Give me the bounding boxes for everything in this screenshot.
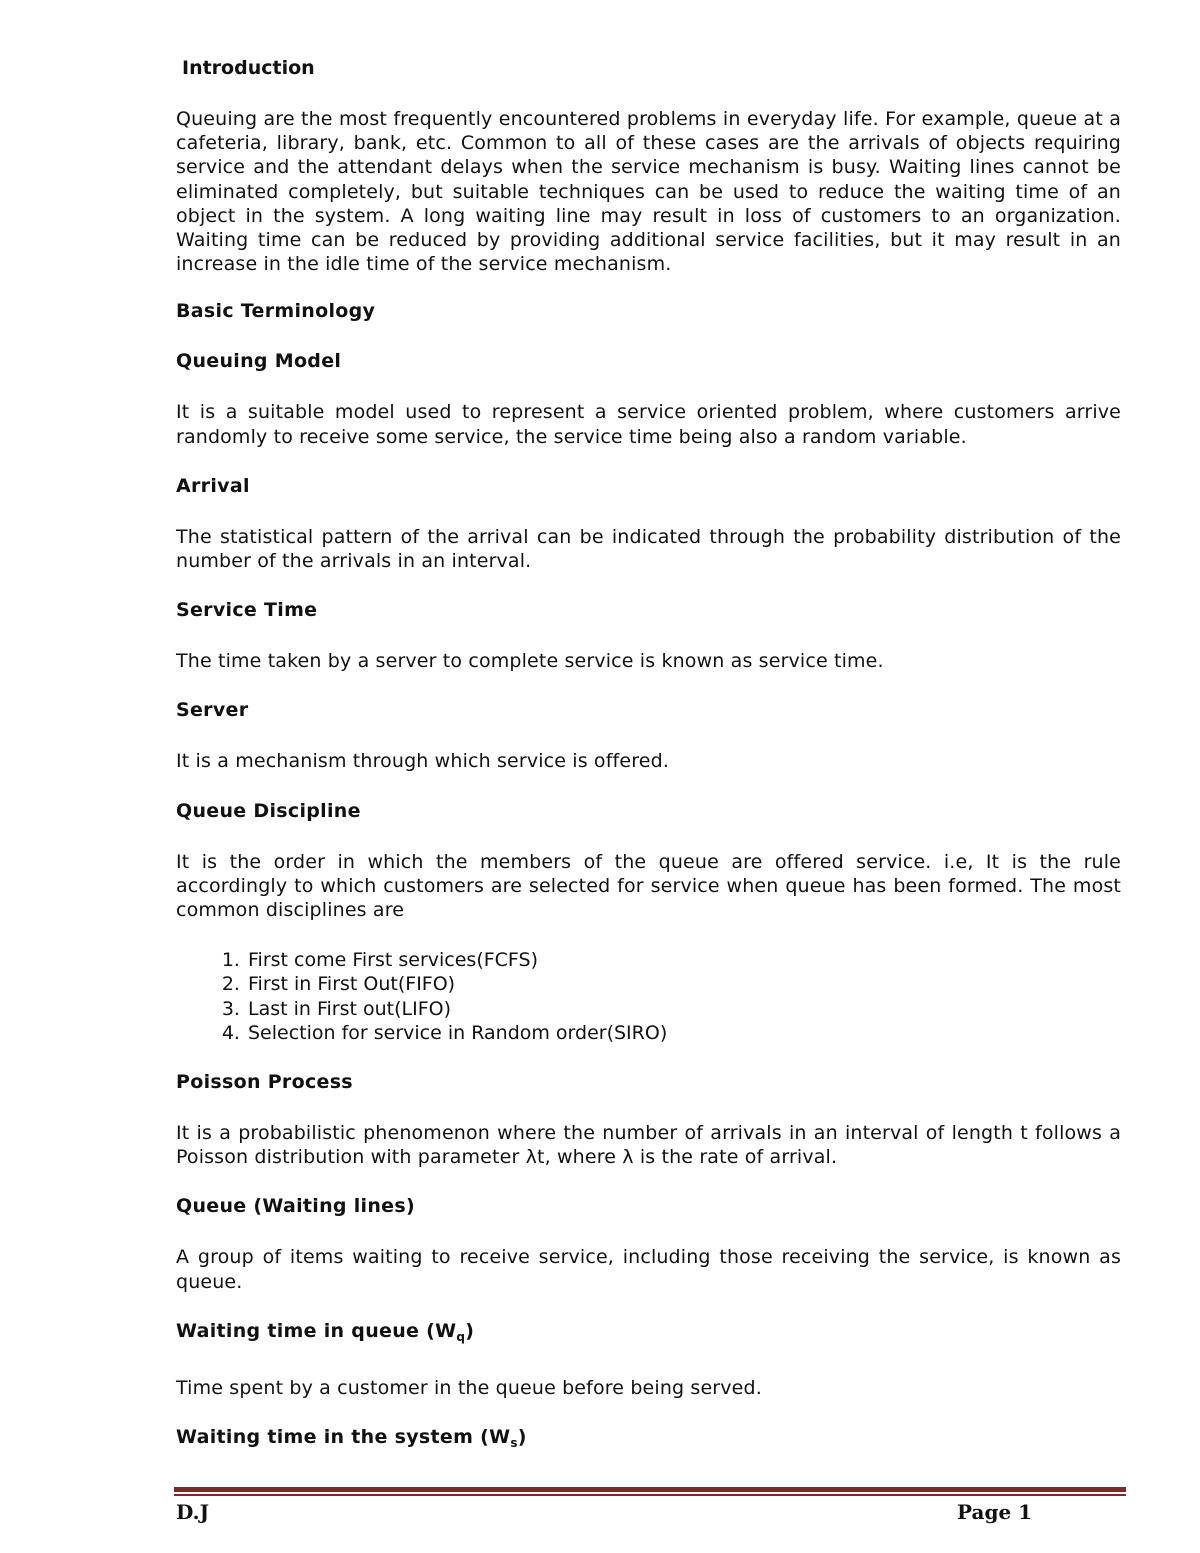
queue-discipline-text: It is the order in which the members of the queue are offered service. i.e, It is the rule accordingly to which customers are selected for service when queue has been formed. The most common disciplines are xyxy=(176,850,1121,922)
service-time-heading: Service Time xyxy=(176,599,318,622)
spacer xyxy=(176,922,1121,948)
heading-suffix: ) xyxy=(465,1319,475,1342)
basic-terminology-section xyxy=(176,298,1121,324)
arrival-text: The statistical pattern of the arrival can be indicated through the probability distribution of the number of the arrivals in an interval. xyxy=(176,525,1121,573)
spacer xyxy=(176,723,1121,749)
waiting-time-queue-heading xyxy=(176,1318,1121,1350)
queue-heading: Queue (Waiting lines) xyxy=(176,1195,415,1218)
queuing-model-section xyxy=(176,348,1121,448)
waiting-time-queue-text: Time spent by a customer in the queue before being served. xyxy=(176,1376,762,1399)
server-section xyxy=(176,697,1121,773)
queue-discipline-heading: Queue Discipline xyxy=(176,799,361,822)
poisson-process-section xyxy=(176,1069,1121,1169)
subscript-s: s xyxy=(510,1436,518,1451)
service-time-section xyxy=(176,597,1121,673)
queue-section xyxy=(176,1193,1121,1293)
footer-author: D.J xyxy=(176,1500,210,1524)
heading-suffix: ) xyxy=(517,1426,527,1449)
footer-divider-thick xyxy=(174,1487,1126,1492)
heading-prefix: Waiting time in the system (W xyxy=(176,1426,511,1449)
spacer xyxy=(176,374,1121,400)
spacer xyxy=(176,499,1121,525)
footer-divider-thin xyxy=(174,1494,1126,1496)
poisson-process-text: It is a probabilistic phenomenon where the number of arrivals in an interval of length t follows a Poisson distribution with parameter λt, where λ is the rate of arrival. xyxy=(176,1122,1121,1169)
list-item: 1. First come First services(FCFS) xyxy=(246,948,1121,972)
spacer xyxy=(176,1095,1121,1121)
queuing-model-heading: Queuing Model xyxy=(176,350,342,373)
waiting-time-queue-section xyxy=(176,1318,1121,1400)
queuing-model-text: It is a suitable model used to represent a service oriented problem, where customers arrive randomly to receive some service, the service time being also a random variable. xyxy=(176,401,1121,448)
intro-paragraph: Queuing are the most frequently encountered problems in everyday life. For example, queue at a cafeteria, library, bank, etc. Common to all of these cases are the arrivals of objects requiring service and the attendant delays when the service mechanism is busy. Waiting lines cannot be eliminated completely, but suitable techniques can be used to reduce the waiting time of an object in the system. A long waiting line may result in loss of customers to an organization. Waiting time can be reduced by providing additional service facilities, but it may result in an increase in the idle time of the service mechanism. xyxy=(176,108,1121,276)
arrival-section xyxy=(176,473,1121,573)
spacer xyxy=(176,1350,1121,1376)
waiting-time-system-heading xyxy=(176,1424,1121,1456)
discipline-list xyxy=(176,948,1121,1045)
list-item: 3. Last in First out(LIFO) xyxy=(246,997,1121,1021)
spacer xyxy=(176,1219,1121,1245)
queue-text: A group of items waiting to receive service, including those receiving the service, is known as queue. xyxy=(176,1246,1121,1293)
heading-prefix: Waiting time in queue (W xyxy=(176,1319,457,1342)
spacer xyxy=(176,81,1121,107)
poisson-process-heading: Poisson Process xyxy=(176,1071,353,1094)
spacer xyxy=(176,824,1121,850)
arrival-heading: Arrival xyxy=(176,474,250,497)
list-item: 4. Selection for service in Random order(SIRO) xyxy=(246,1021,1121,1045)
page-content xyxy=(176,55,1121,1456)
introduction-heading: Introduction xyxy=(182,57,315,79)
waiting-time-system-section xyxy=(176,1424,1121,1456)
list-item: 2. First in First Out(FIFO) xyxy=(246,972,1121,996)
subscript-q: q xyxy=(456,1329,466,1344)
service-time-text: The time taken by a server to complete service is known as service time. xyxy=(176,650,884,673)
server-heading: Server xyxy=(176,699,249,722)
spacer xyxy=(176,623,1121,649)
server-text: It is a mechanism through which service is offered. xyxy=(176,750,670,773)
footer-page-number: Page 1 xyxy=(957,1500,1033,1524)
queue-discipline-section xyxy=(176,798,1121,1045)
basic-terminology-heading: Basic Terminology xyxy=(176,300,376,323)
